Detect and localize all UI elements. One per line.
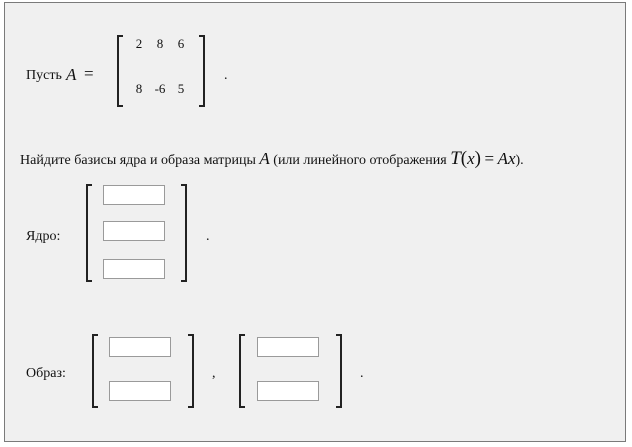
- kernel-input-2[interactable]: [103, 221, 165, 241]
- image-vector2-input-2[interactable]: [257, 381, 319, 401]
- lparen: (: [460, 148, 468, 169]
- matrix-left-bracket: [117, 35, 123, 107]
- kernel-period: .: [206, 229, 210, 244]
- matrix-right-bracket: [199, 35, 205, 107]
- let-label: Пусть: [26, 68, 62, 83]
- instruction-middle: (или линейного отображения: [273, 153, 447, 168]
- image-vector1-left-bracket: [92, 334, 98, 408]
- kernel-right-bracket: [181, 184, 187, 282]
- image-vector1-right-bracket: [188, 334, 194, 408]
- kernel-left-bracket: [86, 184, 92, 282]
- kernel-label: Ядро:: [26, 229, 61, 244]
- problem-period: .: [224, 68, 228, 83]
- matrix-cell: 8: [156, 36, 164, 51]
- kernel-input-1[interactable]: [103, 185, 165, 205]
- matrix-cell: -6: [154, 81, 166, 96]
- instruction-matrix-name: A: [259, 149, 270, 168]
- matrix-cell: 5: [177, 81, 185, 96]
- instruction-equals: =: [484, 149, 495, 168]
- func-T: T: [450, 148, 461, 169]
- rparen: ): [474, 148, 481, 169]
- image-period: .: [360, 366, 364, 381]
- image-vector1-input-1[interactable]: [109, 337, 171, 357]
- matrix-cell: 2: [135, 36, 143, 51]
- kernel-input-3[interactable]: [103, 259, 165, 279]
- image-vector2-input-1[interactable]: [257, 337, 319, 357]
- image-vector2-right-bracket: [336, 334, 342, 408]
- var-x: x: [467, 149, 475, 168]
- matrix-cell: 8: [135, 81, 143, 96]
- matrix-cell: 6: [177, 36, 185, 51]
- instruction-before: Найдите базисы ядра и образа матрицы: [20, 153, 256, 168]
- instruction-text: [20, 148, 524, 170]
- image-vector1-input-2[interactable]: [109, 381, 171, 401]
- instruction-rhs: Ax: [497, 149, 516, 168]
- image-comma: ,: [212, 366, 216, 381]
- matrix-name: A: [66, 65, 77, 84]
- image-label: Образ:: [26, 366, 66, 381]
- instruction-close: ).: [515, 153, 524, 168]
- equals-sign: =: [84, 64, 94, 83]
- image-vector2-left-bracket: [239, 334, 245, 408]
